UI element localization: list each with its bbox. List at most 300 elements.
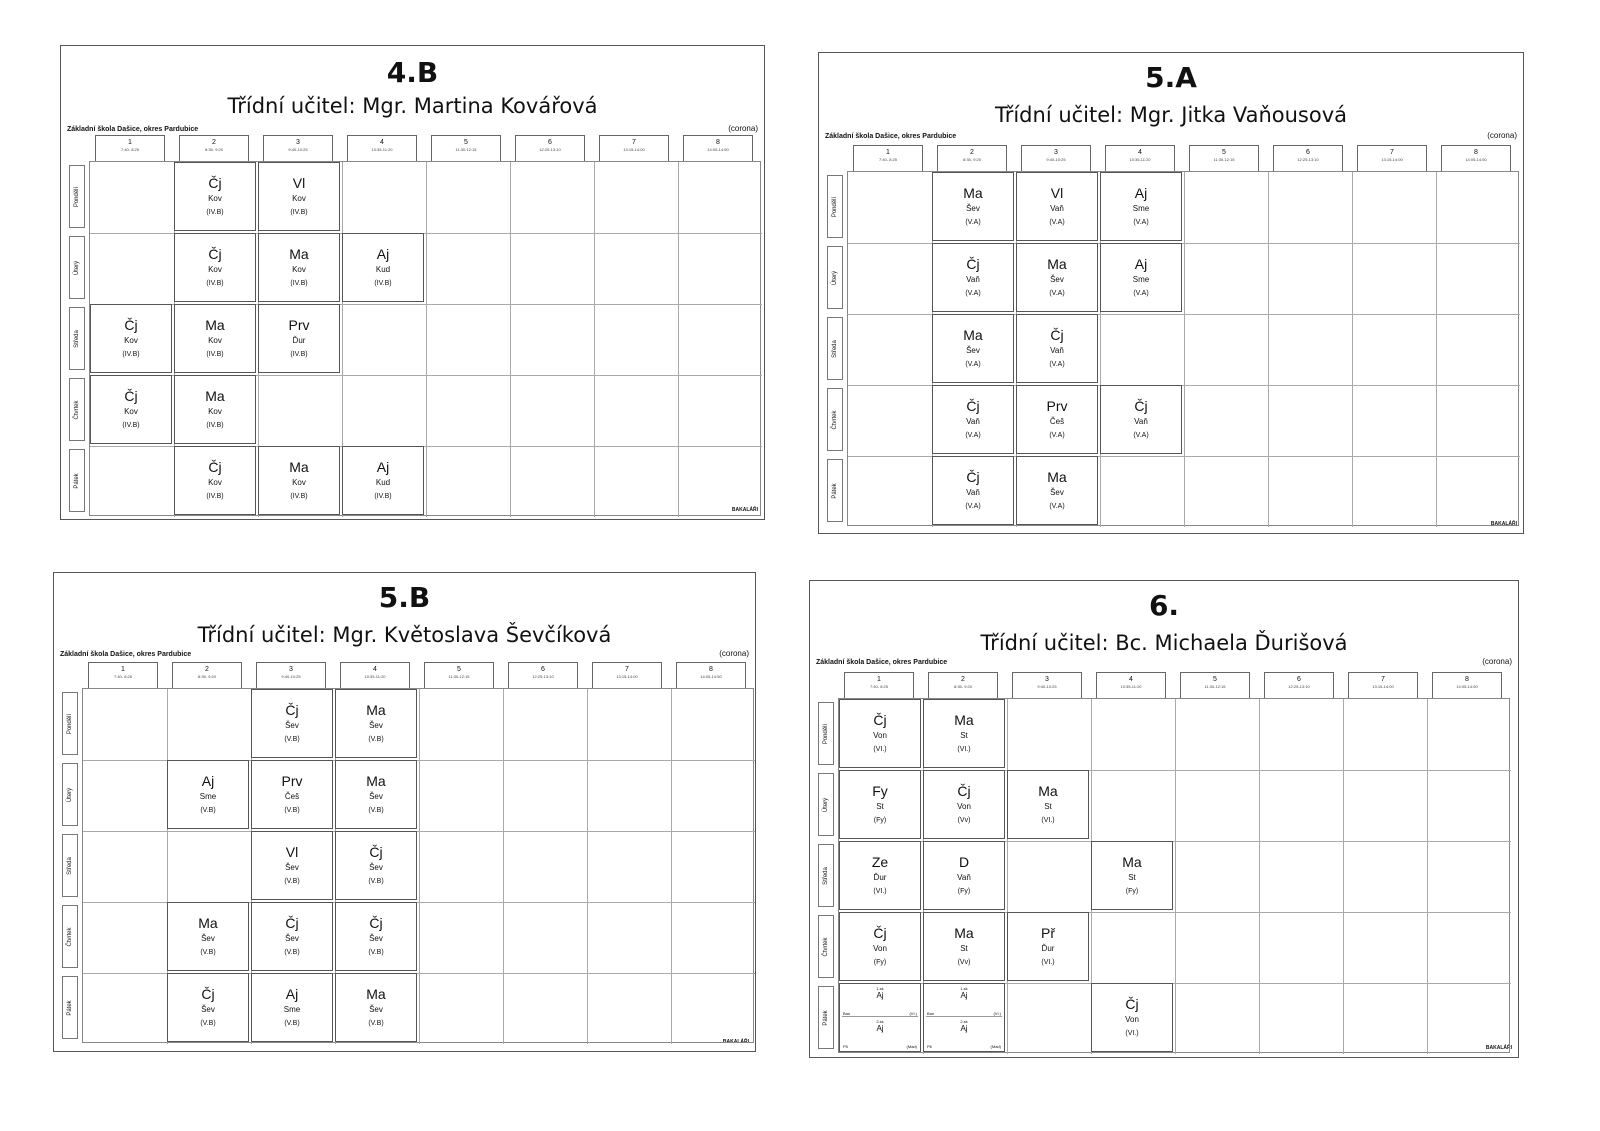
- lesson-room: (VI.): [957, 746, 971, 753]
- lesson-cell: [174, 375, 256, 444]
- group-subject: Aj: [960, 1024, 968, 1033]
- lesson-teacher: Šev: [966, 346, 980, 355]
- lesson-cell: [258, 162, 340, 231]
- lesson-room: (IV.B): [374, 280, 392, 287]
- lesson-room: (IV.B): [290, 493, 308, 500]
- grid-line: [1343, 699, 1344, 1054]
- period-number: 4: [373, 666, 377, 673]
- day-label: [62, 976, 78, 1039]
- period-header: [88, 662, 158, 688]
- period-header: [1441, 145, 1511, 171]
- day-name: Pátek: [832, 482, 838, 499]
- lesson-room: (IV.B): [206, 422, 224, 429]
- lesson-subject: Prv: [281, 773, 303, 789]
- lesson-room: (IV.B): [122, 351, 140, 358]
- day-label: [818, 844, 834, 907]
- lesson-subject: Aj: [1134, 185, 1148, 201]
- group-teacher: P5: [843, 1044, 848, 1049]
- day-name: Pátek: [67, 999, 73, 1016]
- day-name: Pátek: [74, 472, 80, 489]
- lesson-subject: Čj: [285, 702, 299, 718]
- day-label: [827, 459, 843, 522]
- day-name: Pondělí: [74, 186, 80, 207]
- day-label: [69, 378, 85, 441]
- group-room: (Mad): [906, 1044, 917, 1049]
- split-lesson-cell: [839, 983, 921, 1052]
- lesson-room: (V.A): [1049, 219, 1065, 226]
- period-time: 12:25-13:10: [1297, 157, 1319, 162]
- lesson-teacher: Kov: [292, 478, 306, 487]
- day-label: [818, 702, 834, 765]
- lesson-cell: [251, 973, 333, 1042]
- lesson-cell: [167, 902, 249, 971]
- day-name: Středa: [67, 856, 73, 875]
- period-number: 6: [548, 139, 552, 146]
- lesson-cell: [1100, 172, 1182, 241]
- period-header: [1264, 672, 1334, 698]
- period-header: [937, 145, 1007, 171]
- lesson-subject: Čj: [966, 398, 980, 414]
- class-teacher: Třídní učitel: Mgr. Jitka Vaňousová: [994, 103, 1348, 127]
- lesson-teacher: Kud: [375, 265, 391, 274]
- lesson-room: (V.B): [368, 1020, 384, 1027]
- lesson-cell: [1016, 385, 1098, 454]
- period-time: 9:40-10:25: [1037, 684, 1057, 689]
- day-label: [827, 246, 843, 309]
- lesson-subject: Ma: [205, 317, 225, 333]
- lesson-subject: Čj: [966, 256, 980, 272]
- period-header: [431, 135, 501, 161]
- school-name: Základní škola Dašice, okres Pardubice: [67, 126, 199, 133]
- period-time: 12:25-13:10: [539, 147, 561, 152]
- period-number: 4: [380, 139, 384, 146]
- lesson-teacher: Vaň: [1134, 417, 1148, 426]
- day-label: [62, 763, 78, 826]
- group-lesson: [842, 986, 918, 1017]
- lesson-teacher: Šev: [369, 792, 383, 801]
- period-number: 8: [716, 139, 720, 146]
- lesson-cell: [923, 841, 1005, 910]
- lesson-subject: Čj: [208, 459, 222, 475]
- lesson-cell: [932, 243, 1014, 312]
- lesson-room: (V.A): [1049, 503, 1065, 510]
- group-teacher: Ban: [927, 1011, 935, 1016]
- lesson-cell: [258, 233, 340, 302]
- lesson-subject: Čj: [201, 986, 215, 1002]
- period-time: 13:15-14:00: [1372, 684, 1394, 689]
- lesson-subject: D: [958, 854, 970, 870]
- day-name: Středa: [832, 339, 838, 358]
- grid-line: [1259, 699, 1260, 1054]
- lesson-room: (IV.B): [290, 209, 308, 216]
- lesson-cell: [839, 912, 921, 981]
- lesson-teacher: Kov: [124, 407, 138, 416]
- day-label: [62, 905, 78, 968]
- period-header: [844, 672, 914, 698]
- lesson-cell: [932, 172, 1014, 241]
- lesson-cell: [90, 304, 172, 373]
- lesson-cell: [1091, 841, 1173, 910]
- period-header: [1180, 672, 1250, 698]
- grid-line: [1436, 172, 1437, 527]
- grid-line: [419, 689, 420, 1044]
- group-teacher: P6: [927, 1044, 932, 1049]
- period-time: 8:35- 9:20: [197, 674, 216, 679]
- lesson-teacher: Šev: [285, 863, 299, 872]
- day-name: Čtvrtek: [74, 399, 80, 420]
- group-subject: Aj: [876, 991, 884, 1000]
- lesson-room: (Fy): [1125, 888, 1139, 895]
- lesson-cell: [251, 831, 333, 900]
- grid-line: [503, 689, 504, 1044]
- period-header: [683, 135, 753, 161]
- lesson-cell: [1016, 172, 1098, 241]
- grid-line: [1352, 172, 1353, 527]
- grid-line: [83, 831, 755, 832]
- school-name: Základní škola Dašice, okres Pardubice: [816, 659, 948, 666]
- lesson-room: (IV.B): [206, 209, 224, 216]
- lesson-cell: [167, 973, 249, 1042]
- group-label: 2.sk: [960, 1019, 968, 1024]
- school-name: Základní škola Dašice, okres Pardubice: [825, 133, 957, 140]
- lesson-subject: Vl: [1050, 185, 1064, 201]
- lesson-subject: Ma: [963, 327, 983, 343]
- period-number: 8: [1465, 676, 1469, 683]
- lesson-room: (V.B): [368, 949, 384, 956]
- lesson-teacher: Von: [873, 731, 887, 740]
- period-number: 1: [121, 666, 125, 673]
- day-label: [69, 449, 85, 512]
- period-time: 9:40-10:25: [288, 147, 308, 152]
- lesson-teacher: St: [876, 802, 884, 811]
- lesson-room: (V.A): [1133, 219, 1149, 226]
- timetable-panel: [60, 45, 765, 520]
- lesson-room: (V.A): [965, 290, 981, 297]
- period-time: 13:15-14:00: [623, 147, 645, 152]
- group-label: 1.sk: [960, 986, 968, 991]
- period-header: [179, 135, 249, 161]
- lesson-room: (V.B): [284, 1020, 300, 1027]
- lesson-teacher: Šev: [201, 934, 215, 943]
- lesson-room: (V.B): [200, 807, 216, 814]
- lesson-cell: [174, 304, 256, 373]
- lesson-room: (IV.B): [122, 422, 140, 429]
- period-time: 8:35- 9:20: [962, 157, 981, 162]
- day-name: Pátek: [823, 1009, 829, 1026]
- lesson-teacher: Češ: [284, 792, 300, 801]
- group-label: 1.sk: [876, 986, 884, 991]
- lesson-cell: [1007, 912, 1089, 981]
- period-number: 2: [205, 666, 209, 673]
- lesson-subject: Ma: [954, 712, 974, 728]
- period-time: 14:05-14:50: [700, 674, 722, 679]
- lesson-subject: Vl: [285, 844, 299, 860]
- lesson-room: (V.B): [284, 878, 300, 885]
- lesson-subject: Čj: [285, 915, 299, 931]
- period-number: 5: [457, 666, 461, 673]
- grid-line: [1175, 699, 1176, 1054]
- lesson-room: (V.B): [368, 736, 384, 743]
- period-header: [1012, 672, 1082, 698]
- lesson-subject: Ma: [1122, 854, 1142, 870]
- group-teacher: Ban: [843, 1011, 851, 1016]
- lesson-teacher: Šev: [1050, 275, 1064, 284]
- day-name: Úterý: [74, 260, 80, 275]
- timetable-tag: (corona): [719, 649, 749, 658]
- lesson-teacher: Šev: [966, 204, 980, 213]
- lesson-room: (V.A): [1133, 432, 1149, 439]
- lesson-room: (V.B): [284, 949, 300, 956]
- period-header: [508, 662, 578, 688]
- timetable-tag: (corona): [1482, 657, 1512, 666]
- lesson-teacher: Kov: [208, 478, 222, 487]
- lesson-teacher: Šev: [369, 934, 383, 943]
- lesson-room: (VI.): [1041, 959, 1055, 966]
- class-teacher: Třídní učitel: Mgr. Martina Kovářová: [227, 94, 598, 118]
- lesson-room: (VI.): [1125, 1030, 1139, 1037]
- lesson-cell: [335, 973, 417, 1042]
- lesson-subject: Čj: [124, 388, 138, 404]
- period-time: 7:40- 8:25: [869, 684, 888, 689]
- period-header: [1432, 672, 1502, 698]
- period-number: 1: [877, 676, 881, 683]
- lesson-room: (VI.): [873, 888, 887, 895]
- lesson-room: (VI.): [1041, 817, 1055, 824]
- period-time: 9:40-10:25: [1046, 157, 1066, 162]
- period-header: [1105, 145, 1175, 171]
- period-header: [599, 135, 669, 161]
- period-number: 4: [1129, 676, 1133, 683]
- lesson-room: (V.B): [284, 736, 300, 743]
- lesson-subject: Čj: [208, 175, 222, 191]
- lesson-cell: [342, 446, 424, 515]
- lesson-cell: [923, 912, 1005, 981]
- timetable-tag: (corona): [728, 124, 758, 133]
- day-label: [62, 834, 78, 897]
- period-time: 10:35-11:20: [1120, 684, 1142, 689]
- lesson-room: (V.A): [965, 432, 981, 439]
- period-header: [424, 662, 494, 688]
- lesson-room: (IV.B): [290, 351, 308, 358]
- day-label: [818, 915, 834, 978]
- period-time: 11:30-12:15: [448, 674, 470, 679]
- lesson-room: (V.A): [965, 219, 981, 226]
- lesson-teacher: Kov: [208, 265, 222, 274]
- lesson-cell: [251, 902, 333, 971]
- lesson-teacher: Vaň: [1050, 346, 1064, 355]
- lesson-room: (VI.): [873, 746, 887, 753]
- day-label: [827, 175, 843, 238]
- lesson-subject: Ze: [871, 854, 889, 870]
- lesson-room: (V.A): [1049, 432, 1065, 439]
- period-time: 7:40- 8:25: [878, 157, 897, 162]
- period-header: [340, 662, 410, 688]
- lesson-cell: [1016, 456, 1098, 525]
- period-number: 6: [541, 666, 545, 673]
- lesson-subject: Čj: [124, 317, 138, 333]
- lesson-cell: [90, 375, 172, 444]
- lesson-subject: Ma: [1047, 469, 1067, 485]
- lesson-cell: [923, 699, 1005, 768]
- lesson-cell: [839, 841, 921, 910]
- lesson-cell: [167, 760, 249, 829]
- lesson-subject: Čj: [873, 712, 887, 728]
- period-time: 11:30-12:15: [1204, 684, 1226, 689]
- lesson-cell: [839, 699, 921, 768]
- lesson-cell: [335, 831, 417, 900]
- grid-line: [587, 689, 588, 1044]
- lesson-subject: Čj: [957, 783, 971, 799]
- lesson-room: (V.A): [1049, 361, 1065, 368]
- period-number: 2: [961, 676, 965, 683]
- grid-line: [1427, 699, 1428, 1054]
- day-label: [69, 307, 85, 370]
- period-header: [515, 135, 585, 161]
- lesson-teacher: Šev: [369, 721, 383, 730]
- period-time: 8:35- 9:20: [953, 684, 972, 689]
- period-number: 8: [709, 666, 713, 673]
- day-name: Středa: [823, 866, 829, 885]
- day-name: Pondělí: [823, 723, 829, 744]
- lesson-subject: Ma: [289, 246, 309, 262]
- period-time: 11:30-12:15: [455, 147, 477, 152]
- day-name: Čtvrtek: [67, 926, 73, 947]
- grid-line: [1184, 172, 1185, 527]
- software-footer: BAKALÁŘI: [731, 507, 758, 513]
- day-label: [818, 986, 834, 1049]
- grid-line: [1007, 699, 1008, 1054]
- grid-line: [510, 162, 511, 517]
- lesson-subject: Ma: [1038, 783, 1058, 799]
- lesson-teacher: St: [960, 731, 968, 740]
- lesson-room: (V.A): [1049, 290, 1065, 297]
- lesson-subject: Aj: [376, 246, 390, 262]
- day-name: Úterý: [823, 797, 829, 812]
- lesson-subject: Čj: [369, 844, 383, 860]
- period-time: 8:35- 9:20: [204, 147, 223, 152]
- lesson-room: (Fy): [873, 959, 887, 966]
- period-time: 10:35-11:20: [1129, 157, 1151, 162]
- timetable-tag: (corona): [1487, 131, 1517, 140]
- lesson-teacher: Kov: [124, 336, 138, 345]
- day-label: [69, 236, 85, 299]
- period-header: [95, 135, 165, 161]
- period-time: 12:25-13:10: [532, 674, 554, 679]
- period-number: 1: [128, 139, 132, 146]
- class-name: 5.A: [1145, 61, 1197, 94]
- lesson-subject: Čj: [208, 246, 222, 262]
- lesson-subject: Př: [1041, 925, 1055, 941]
- lesson-cell: [1016, 243, 1098, 312]
- period-number: 1: [886, 149, 890, 156]
- lesson-room: (V.A): [1133, 290, 1149, 297]
- lesson-teacher: Šev: [285, 721, 299, 730]
- lesson-room: (IV.B): [374, 493, 392, 500]
- lesson-subject: Prv: [288, 317, 310, 333]
- period-time: 10:35-11:20: [364, 674, 386, 679]
- lesson-subject: Ma: [963, 185, 983, 201]
- class-name: 4.B: [386, 56, 439, 89]
- period-header: [1357, 145, 1427, 171]
- lesson-cell: [251, 689, 333, 758]
- period-number: 3: [1045, 676, 1049, 683]
- lesson-teacher: Šev: [369, 1005, 383, 1014]
- period-number: 5: [1222, 149, 1226, 156]
- lesson-teacher: Ďur: [292, 336, 306, 345]
- grid-line: [678, 162, 679, 517]
- group-lesson: [842, 1019, 918, 1049]
- lesson-teacher: Ďur: [873, 873, 887, 882]
- group-room: (VI.): [909, 1011, 917, 1016]
- lesson-cell: [1091, 983, 1173, 1052]
- period-header: [172, 662, 242, 688]
- class-name: 6.: [1148, 589, 1180, 622]
- school-name: Základní škola Dašice, okres Pardubice: [60, 651, 192, 658]
- lesson-cell: [839, 770, 921, 839]
- lesson-teacher: Vaň: [966, 275, 980, 284]
- lesson-cell: [335, 902, 417, 971]
- period-header: [1348, 672, 1418, 698]
- day-label: [69, 165, 85, 228]
- lesson-subject: Ma: [289, 459, 309, 475]
- period-number: 7: [632, 139, 636, 146]
- grid-line: [594, 162, 595, 517]
- lesson-cell: [251, 760, 333, 829]
- lesson-room: (V.B): [368, 878, 384, 885]
- period-header: [1189, 145, 1259, 171]
- software-footer: BAKALÁŘI: [722, 1039, 749, 1045]
- software-footer: BAKALÁŘI: [1485, 1045, 1512, 1051]
- lesson-teacher: Kud: [375, 478, 391, 487]
- period-time: 13:15-14:00: [1381, 157, 1403, 162]
- class-teacher: Třídní učitel: Mgr. Květoslava Ševčíková: [197, 623, 612, 647]
- period-time: 10:35-11:20: [371, 147, 393, 152]
- lesson-cell: [342, 233, 424, 302]
- day-name: Úterý: [832, 270, 838, 285]
- lesson-room: (V.B): [200, 949, 216, 956]
- lesson-subject: Ma: [366, 702, 386, 718]
- lesson-teacher: Češ: [1049, 417, 1065, 426]
- day-label: [62, 692, 78, 755]
- lesson-teacher: Von: [1125, 1015, 1139, 1024]
- lesson-cell: [335, 760, 417, 829]
- timetable-panel: [809, 580, 1519, 1058]
- period-number: 7: [625, 666, 629, 673]
- group-subject: Aj: [876, 1024, 884, 1033]
- lesson-room: (V.B): [284, 807, 300, 814]
- lesson-teacher: Šev: [369, 863, 383, 872]
- lesson-room: (Fy): [873, 817, 887, 824]
- software-footer: BAKALÁŘI: [1490, 521, 1517, 527]
- lesson-room: (V.A): [965, 361, 981, 368]
- period-number: 5: [1213, 676, 1217, 683]
- period-time: 11:30-12:15: [1213, 157, 1235, 162]
- group-lesson: [926, 1019, 1002, 1049]
- lesson-cell: [174, 446, 256, 515]
- lesson-teacher: Vaň: [966, 488, 980, 497]
- lesson-room: (IV.B): [206, 493, 224, 500]
- day-label: [818, 773, 834, 836]
- lesson-teacher: Kov: [208, 336, 222, 345]
- grid-line: [426, 162, 427, 517]
- lesson-subject: Ma: [205, 388, 225, 404]
- lesson-room: (IV.B): [206, 351, 224, 358]
- lesson-teacher: Kov: [208, 407, 222, 416]
- period-number: 2: [212, 139, 216, 146]
- lesson-cell: [932, 314, 1014, 383]
- period-time: 14:05-14:50: [1456, 684, 1478, 689]
- split-lesson-cell: [923, 983, 1005, 1052]
